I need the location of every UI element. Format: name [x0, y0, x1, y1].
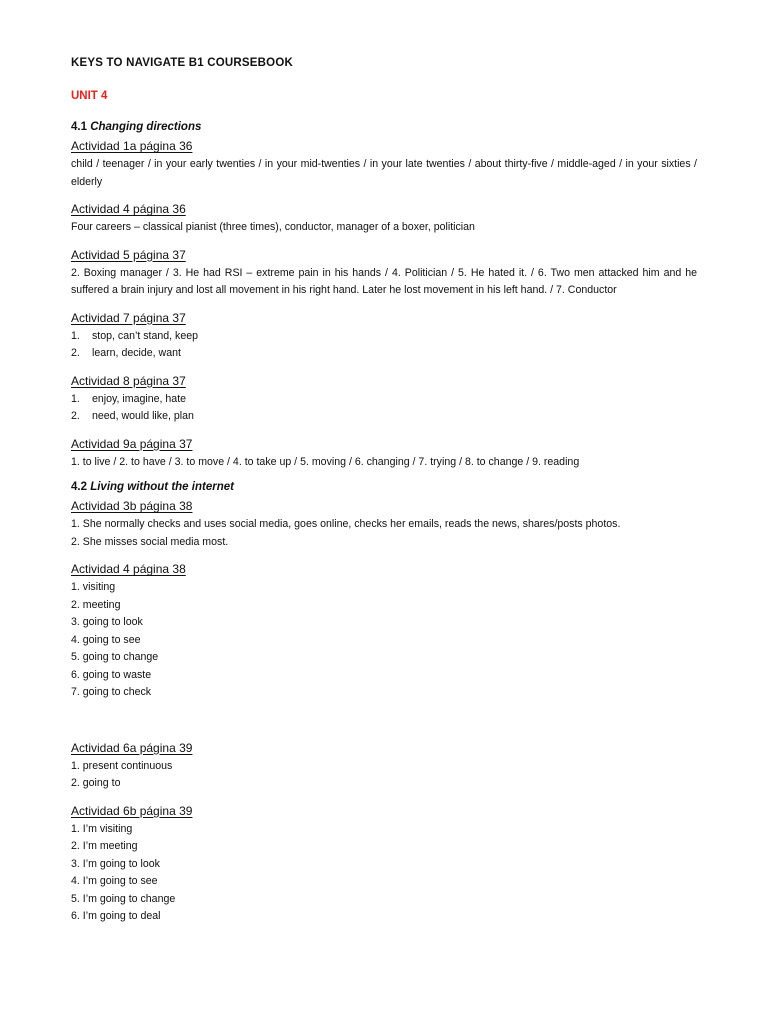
activity-heading: Actividad 8 página 37	[71, 373, 186, 388]
activity-heading: Actividad 7 página 37	[71, 310, 186, 325]
answer-text: Four careers – classical pianist (three times), conductor, manager of a boxer, politician	[71, 221, 475, 233]
activity-3b-p38	[71, 497, 697, 551]
answer-line: 1. I’m visiting	[71, 822, 133, 835]
activity-heading: Actividad 4 página 38	[71, 562, 186, 576]
answer-line: 5. I’m going to change	[71, 892, 176, 905]
list-text: enjoy, imagine, hate	[92, 392, 187, 405]
list-number: 1.	[71, 329, 80, 342]
document-title: KEYS TO NAVIGATE B1 COURSEBOOK	[71, 57, 293, 69]
list-text: learn, decide, want	[92, 347, 181, 359]
answer-line: 6. going to waste	[71, 668, 152, 681]
list-item	[71, 345, 697, 363]
section-number: 4.1	[71, 121, 87, 133]
activity-heading: Actividad 9a página 37	[71, 436, 193, 451]
answer-text: 1. She normally checks and uses social media, goes online, checks her emails, reads the news, shares/posts photos.	[71, 518, 621, 530]
activity-heading: Actividad 6b página 39	[71, 803, 193, 818]
answer-text: 2. Boxing manager / 3. He had RSI – extreme pain in his hands / 4. Politician / 5. He hated it. / 6. Two men attacked him and he suffered a brain injury and lost all movement in his right hand. Later he lost movement in his left hand. / 7. Conductor	[71, 266, 697, 296]
activity-8-p37	[71, 372, 697, 426]
section-number: 4.2	[71, 481, 87, 493]
answer-list	[71, 391, 697, 426]
answer-text: child / teenager / in your early twenties / in your mid-twenties / in your late twenties / about thirty-five / middle-aged / in your sixties / elderly	[71, 158, 697, 188]
answer-line: 2. I’m meeting	[71, 840, 138, 852]
unit-title: UNIT 4	[71, 90, 108, 102]
activity-7-p37	[71, 309, 697, 363]
answer-line: 6. I’m going to deal	[71, 910, 161, 922]
list-item	[71, 408, 697, 426]
answer-list	[71, 328, 697, 363]
section-title-4-1	[71, 120, 697, 134]
answer-text: 2. She misses social media most.	[71, 535, 229, 548]
answer-line: 4. I’m going to see	[71, 875, 158, 887]
activity-4-p36	[71, 200, 697, 237]
activity-1a-p36	[71, 137, 697, 191]
activity-heading: Actividad 5 página 37	[71, 247, 186, 262]
list-item	[71, 391, 697, 409]
list-text: need, would like, plan	[92, 410, 194, 422]
section-name: Living without the internet	[90, 481, 234, 493]
answer-line: 2. going to	[71, 777, 121, 789]
answer-line: 5. going to change	[71, 651, 159, 663]
answer-line: 4. going to see	[71, 633, 141, 646]
section-name: Changing directions	[90, 121, 202, 133]
activity-heading: Actividad 1a página 36	[71, 139, 193, 153]
activity-heading: Actividad 3b página 38	[71, 499, 193, 513]
answer-line: 7. going to check	[71, 686, 152, 698]
activity-4-p38	[71, 560, 697, 702]
answer-text: 1. to live / 2. to have / 3. to move / 4. to take up / 5. moving / 6. changing / 7. trying / 8. to change / 9. reading	[71, 455, 580, 468]
activity-6a-p39	[71, 739, 697, 793]
list-number: 2.	[71, 347, 80, 359]
list-text: stop, can’t stand, keep	[92, 329, 199, 342]
answer-line: 2. meeting	[71, 598, 121, 611]
list-item	[71, 328, 697, 346]
list-number: 1.	[71, 392, 80, 405]
answer-line: 1. visiting	[71, 581, 116, 593]
section-title-4-2	[71, 480, 697, 494]
activity-heading: Actividad 4 página 36	[71, 202, 186, 216]
activity-heading: Actividad 6a página 39	[71, 740, 193, 755]
activity-9a-p37	[71, 435, 697, 472]
activity-6b-p39	[71, 802, 697, 926]
answer-line: 3. going to look	[71, 616, 143, 628]
blank-space	[71, 711, 697, 739]
answer-line: 3. I’m going to look	[71, 857, 160, 870]
answer-line: 1. present continuous	[71, 759, 173, 772]
list-number: 2.	[71, 410, 80, 422]
activity-5-p37	[71, 246, 697, 300]
